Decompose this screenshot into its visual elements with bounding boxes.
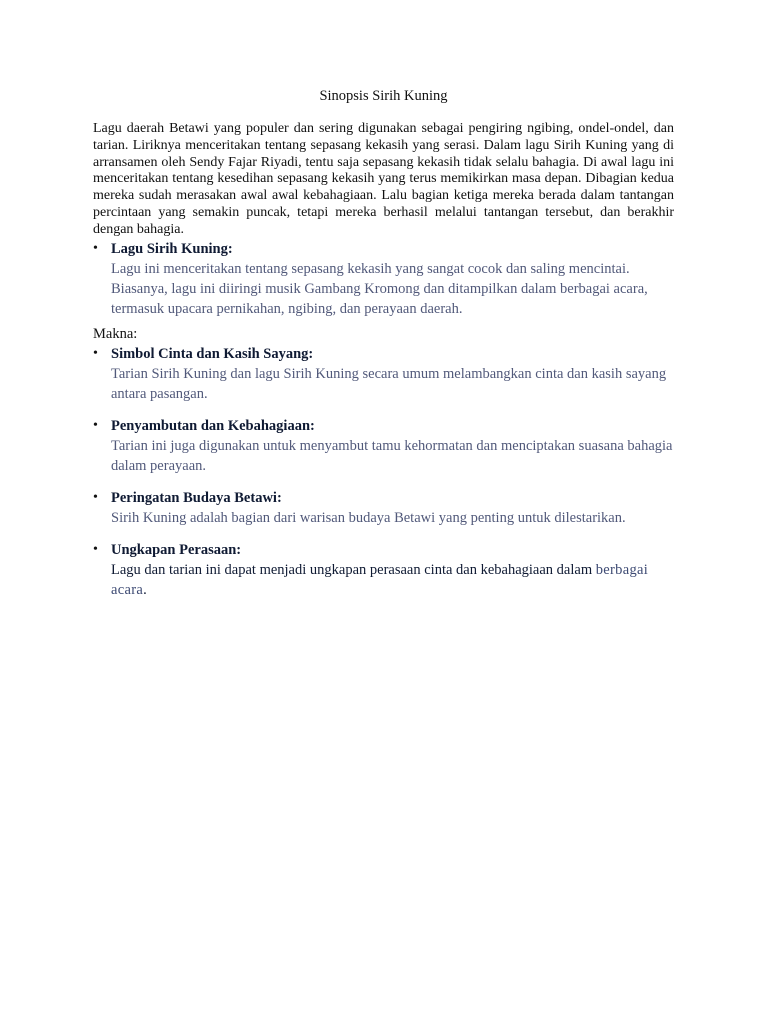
page-title: Sinopsis Sirih Kuning <box>319 88 448 104</box>
item-description: Tarian ini juga digunakan untuk menyambut tamu kehormatan dan menciptakan suasana bahagia dalam perayaan. <box>111 437 673 474</box>
bullet-icon: • <box>93 240 98 256</box>
makna-label: Makna: <box>93 325 138 342</box>
list-item <box>93 344 674 404</box>
item-description <box>111 560 674 600</box>
intro-paragraph: Lagu daerah Betawi yang populer dan sering digunakan sebagai pengiring ngibing, ondel-ondel, dan tarian. Liriknya menceritakan tentang sepasang kekasih yang serasi. Dalam lagu Sirih Kuning yang di arransamen oleh Sendy Fajar Riyadi, tentu saja sepasang kekasih tidak selalu bahagia. Di awal lagu ini menceritakan tentang kesedihan sepasang kekasih yang terus memikirkan masa depan. Dibagian kedua mereka sudah merasakan awal awal kebahagiaan. Lalu bagian ketiga mereka berada dalam tantangan percintaan yang semakin puncak, tetapi mereka berhasil melalui tantangan tersebut, dan berakhir dengan bahagia. <box>93 121 674 237</box>
bullet-icon: • <box>93 345 98 361</box>
item-description-emphasis: berbagai acara <box>111 561 649 598</box>
list-item <box>93 488 674 528</box>
list-item <box>93 416 674 476</box>
list-item <box>93 239 674 319</box>
item-heading: Ungkapan Perasaan: <box>111 541 242 558</box>
item-description: Tarian Sirih Kuning dan lagu Sirih Kuning secara umum melambangkan cinta dan kasih sayang antara pasangan. <box>111 365 667 402</box>
item-description-end: . <box>143 581 147 598</box>
item-description: Lagu ini menceritakan tentang sepasang kekasih yang sangat cocok dan saling mencintai. Biasanya, lagu ini diiringi musik Gambang Kromong dan ditampilkan dalam berbagai acara, termasuk upacara pernikahan, ngibing, dan perayaan daerah. <box>111 260 648 317</box>
document-body <box>93 88 674 600</box>
item-description-text: Lagu dan tarian ini dapat menjadi ungkapan perasaan cinta dan kebahagiaan dalam <box>111 561 596 578</box>
bullet-icon: • <box>93 489 98 505</box>
item-heading: Simbol Cinta dan Kasih Sayang: <box>111 345 314 362</box>
bullet-icon: • <box>93 417 98 433</box>
list-item <box>93 540 674 600</box>
item-heading: Peringatan Budaya Betawi: <box>111 489 282 506</box>
item-heading: Lagu Sirih Kuning: <box>111 240 233 257</box>
meaning-list <box>93 344 674 600</box>
item-description: Sirih Kuning adalah bagian dari warisan budaya Betawi yang penting untuk dilestarikan. <box>111 509 626 526</box>
bullet-icon: • <box>93 541 98 557</box>
item-heading: Penyambutan dan Kebahagiaan: <box>111 417 315 434</box>
song-list <box>93 239 674 319</box>
